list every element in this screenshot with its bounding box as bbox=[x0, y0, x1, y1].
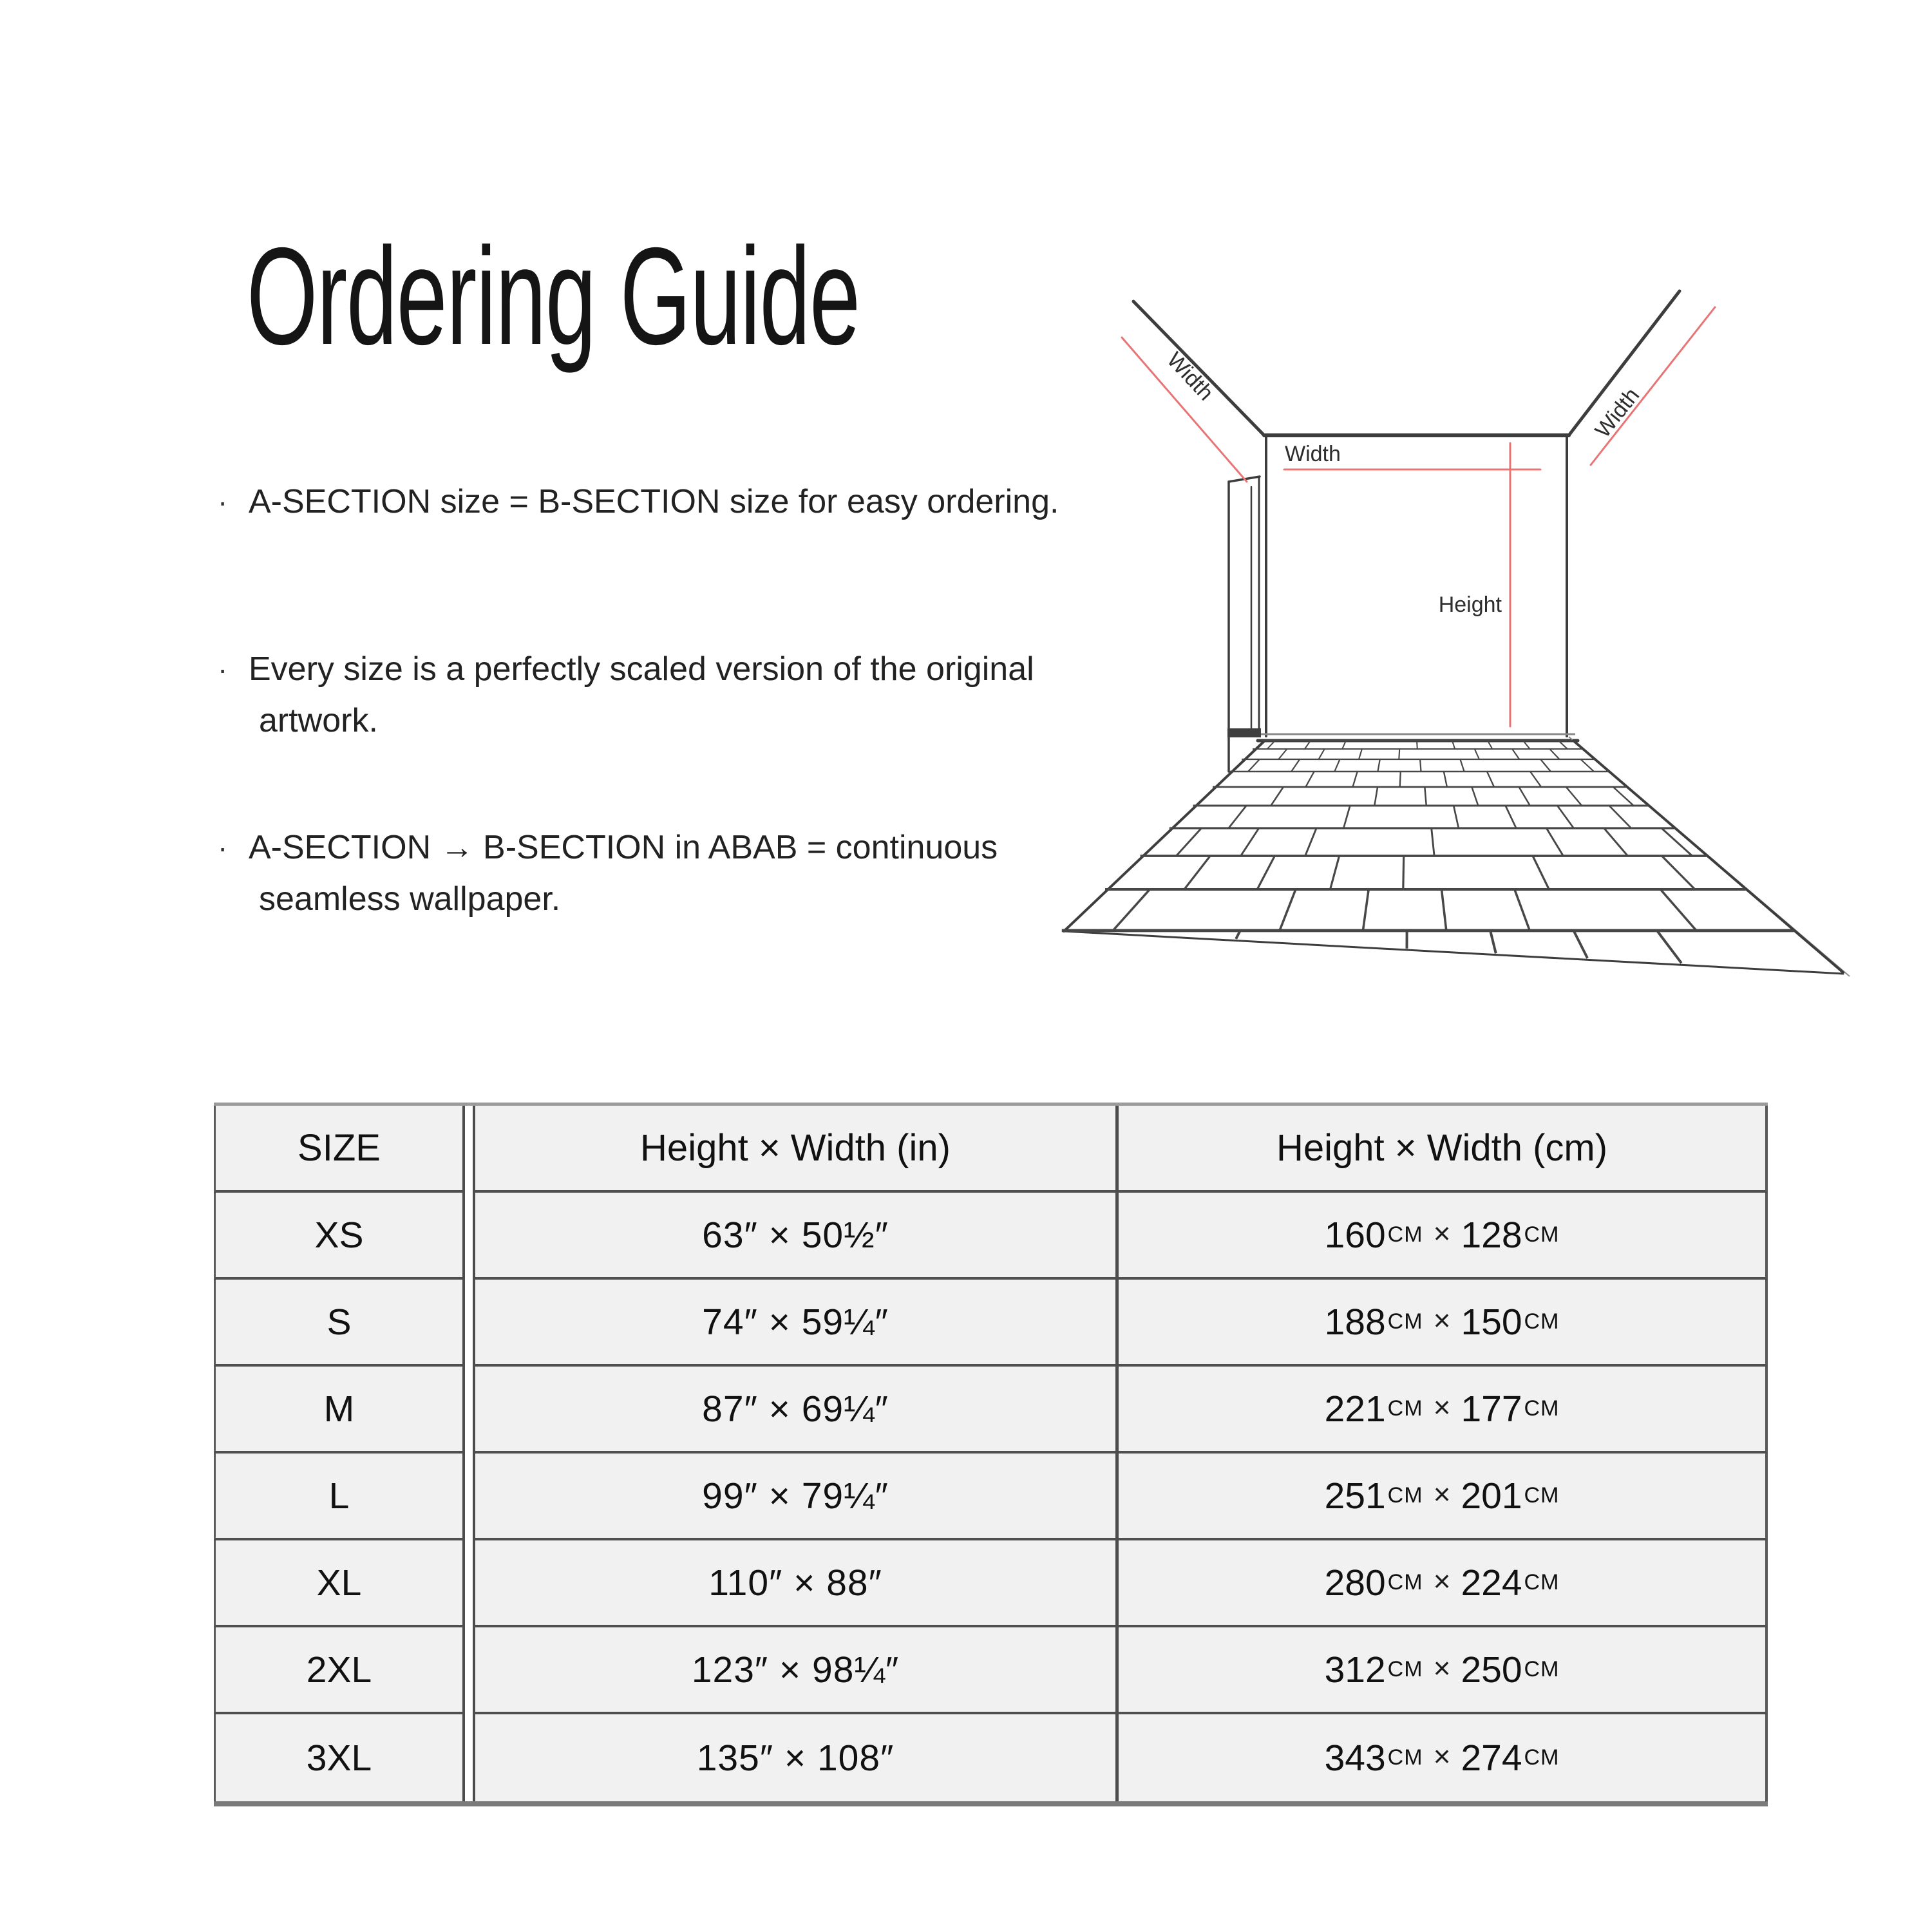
bullet-text: artwork. bbox=[259, 702, 378, 739]
column-gap bbox=[465, 1627, 473, 1714]
left-wall-base bbox=[1064, 741, 1265, 931]
column-gap bbox=[465, 1106, 473, 1193]
size-table bbox=[214, 1103, 1768, 1806]
width-label-left: Width bbox=[1162, 347, 1218, 406]
cm-height: 312 bbox=[1324, 1649, 1386, 1690]
cm-width: 250 bbox=[1461, 1649, 1522, 1690]
cm-width: 274 bbox=[1461, 1737, 1522, 1779]
size-cell: 2XL bbox=[214, 1627, 465, 1714]
width-label-right: Width bbox=[1590, 383, 1645, 442]
times-sign: × bbox=[1433, 1303, 1451, 1337]
cm-unit: CM bbox=[1387, 1396, 1423, 1421]
cm-unit: CM bbox=[1524, 1570, 1560, 1595]
measurement-annotations bbox=[1122, 307, 1715, 726]
times-sign: × bbox=[1433, 1651, 1451, 1685]
cm-unit: CM bbox=[1524, 1483, 1560, 1508]
size-cell: 3XL bbox=[214, 1714, 465, 1801]
bullet-dot: · bbox=[218, 652, 228, 686]
cm-unit: CM bbox=[1387, 1222, 1423, 1247]
bullet-text: A-SECTION size = B-SECTION size for easy ordering. bbox=[249, 483, 1059, 520]
cm-width: 128 bbox=[1461, 1214, 1522, 1256]
inches-cell: 99″ × 79¼″ bbox=[473, 1454, 1119, 1540]
column-gap bbox=[465, 1367, 473, 1454]
room-diagram bbox=[1030, 270, 1880, 1018]
bullet-text: A-SECTION → B-SECTION in ABAB = continuous bbox=[249, 829, 998, 866]
cm-cell bbox=[1119, 1714, 1768, 1801]
bullet-item-1 bbox=[218, 476, 1059, 527]
cm-cell bbox=[1119, 1627, 1768, 1714]
times-sign: × bbox=[1433, 1739, 1451, 1773]
times-sign: × bbox=[1433, 1564, 1451, 1598]
header-cell-cm: Height × Width (cm) bbox=[1119, 1106, 1768, 1193]
cm-unit: CM bbox=[1387, 1570, 1423, 1595]
door bbox=[1227, 477, 1261, 772]
inches-cell: 63″ × 50½″ bbox=[473, 1193, 1119, 1280]
header-cell-inches: Height × Width (in) bbox=[473, 1106, 1119, 1193]
column-gap bbox=[465, 1193, 473, 1280]
height-label-back-wall: Height bbox=[1438, 592, 1502, 617]
column-gap bbox=[465, 1540, 473, 1627]
cm-unit: CM bbox=[1387, 1483, 1423, 1508]
cm-unit: CM bbox=[1524, 1309, 1560, 1334]
cm-unit: CM bbox=[1524, 1745, 1560, 1770]
column-gap bbox=[465, 1454, 473, 1540]
cm-height: 160 bbox=[1324, 1214, 1386, 1256]
cm-cell bbox=[1119, 1367, 1768, 1454]
inches-cell: 123″ × 98¼″ bbox=[473, 1627, 1119, 1714]
cm-unit: CM bbox=[1524, 1222, 1560, 1247]
cm-unit: CM bbox=[1524, 1657, 1560, 1681]
cm-height: 251 bbox=[1324, 1475, 1386, 1517]
floor-bottom-edge bbox=[1064, 931, 1843, 974]
cm-unit: CM bbox=[1524, 1396, 1560, 1421]
column-gap bbox=[465, 1280, 473, 1367]
cm-unit: CM bbox=[1387, 1309, 1423, 1334]
times-sign: × bbox=[1433, 1216, 1451, 1250]
cm-height: 221 bbox=[1324, 1388, 1386, 1430]
header-cell-size: SIZE bbox=[214, 1106, 465, 1193]
width-label-back-wall: Width bbox=[1285, 442, 1341, 466]
cm-height: 280 bbox=[1324, 1562, 1386, 1604]
bullet-text: seamless wallpaper. bbox=[259, 880, 561, 918]
size-cell: XL bbox=[214, 1540, 465, 1627]
bullet-dot: · bbox=[218, 485, 228, 518]
cm-width: 224 bbox=[1461, 1562, 1522, 1604]
bullet-item-3 bbox=[218, 822, 998, 925]
cm-width: 177 bbox=[1461, 1388, 1522, 1430]
times-sign: × bbox=[1433, 1390, 1451, 1424]
parquet-floor bbox=[1062, 741, 1794, 963]
bullet-item-2 bbox=[218, 643, 1034, 746]
cm-cell bbox=[1119, 1454, 1768, 1540]
inches-cell: 87″ × 69¼″ bbox=[473, 1367, 1119, 1454]
cm-cell bbox=[1119, 1280, 1768, 1367]
cm-cell bbox=[1119, 1540, 1768, 1627]
cm-unit: CM bbox=[1387, 1657, 1423, 1681]
inches-cell: 74″ × 59¼″ bbox=[473, 1280, 1119, 1367]
page-title: Ordering Guide bbox=[247, 218, 860, 374]
inches-cell: 110″ × 88″ bbox=[473, 1540, 1119, 1627]
bullet-dot: · bbox=[218, 831, 228, 864]
size-cell: XS bbox=[214, 1193, 465, 1280]
cm-height: 188 bbox=[1324, 1301, 1386, 1343]
cm-width: 201 bbox=[1461, 1475, 1522, 1517]
cm-width: 150 bbox=[1461, 1301, 1522, 1343]
bullet-text: Every size is a perfectly scaled version of the original bbox=[249, 650, 1034, 688]
inches-cell: 135″ × 108″ bbox=[473, 1714, 1119, 1801]
cm-unit: CM bbox=[1387, 1745, 1423, 1770]
room-wall-lines bbox=[1064, 291, 1850, 976]
column-gap bbox=[465, 1714, 473, 1801]
size-cell: M bbox=[214, 1367, 465, 1454]
cm-height: 343 bbox=[1324, 1737, 1386, 1779]
room-diagram-svg bbox=[1030, 270, 1880, 1018]
door-sill bbox=[1227, 728, 1261, 737]
size-cell: S bbox=[214, 1280, 465, 1367]
times-sign: × bbox=[1433, 1477, 1451, 1511]
size-cell: L bbox=[214, 1454, 465, 1540]
cm-cell bbox=[1119, 1193, 1768, 1280]
